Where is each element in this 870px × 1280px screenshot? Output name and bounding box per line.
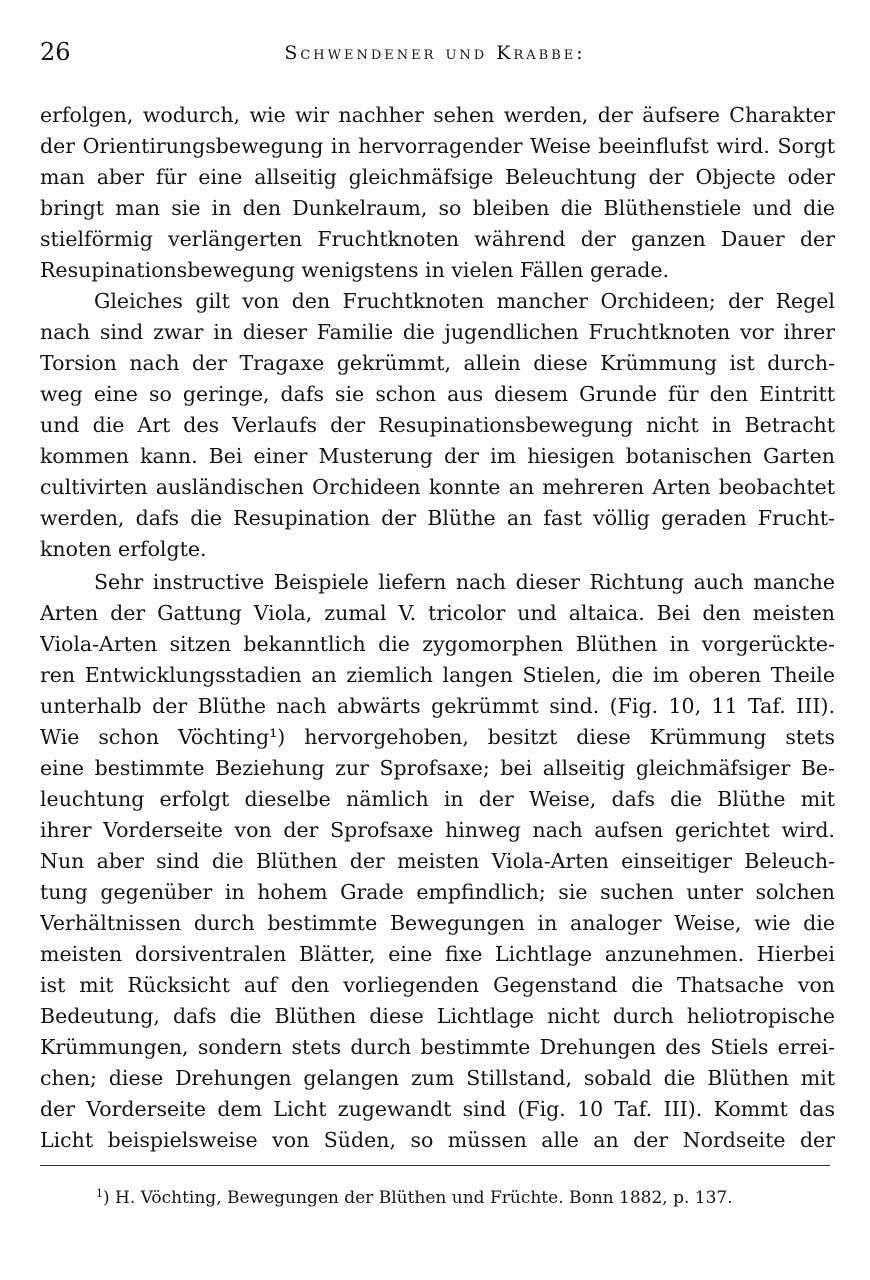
text-line: ist mit Rücksicht auf den vorliegenden Gegenstand die Thatsache von <box>40 973 835 997</box>
text-line: cultivirten ausländischen Orchideen konnte an mehreren Arten beobachtet <box>40 475 835 499</box>
footnote <box>96 1187 733 1208</box>
text-line: ren Entwicklungsstadien an ziemlich langen Stielen, die im oberen Theile <box>40 663 835 687</box>
text-line: ihrer Vorderseite von der Sprofsaxe hinweg nach aufsen gerichtet wird. <box>40 818 835 842</box>
text-line: Gleiches gilt von den Fruchtknoten mancher Orchideen; der Regel <box>94 289 835 313</box>
text-line: eine bestimmte Beziehung zur Sprofsaxe; bei allseitig gleichmäfsiger Be- <box>40 756 835 780</box>
text-line: erfolgen, wodurch, wie wir nachher sehen werden, der äufsere Charakter <box>40 103 835 127</box>
text-line: Viola-Arten sitzen bekanntlich die zygomorphen Blüthen in vorgerückte- <box>40 632 835 656</box>
text-line: Bedeutung, dafs die Blüthen diese Lichtlage nicht durch heliotropische <box>40 1004 835 1028</box>
text-line: Nun aber sind die Blüthen der meisten Viola-Arten einseitiger Beleuch- <box>40 849 835 873</box>
text-line: Krümmungen, sondern stets durch bestimmte Drehungen des Stiels errei- <box>40 1035 835 1059</box>
text-line: Verhältnissen durch bestimmte Bewegungen in analoger Weise, wie die <box>40 911 835 935</box>
text-line: werden, dafs die Resupination der Blüthe an fast völlig geraden Frucht- <box>40 506 835 530</box>
text-line: unterhalb der Blüthe nach abwärts gekrümmt sind. (Fig. 10, 11 Taf. III). <box>40 694 835 718</box>
text-line: Wie schon Vöchting¹) hervorgehoben, besitzt diese Krümmung stets <box>40 725 835 749</box>
text-line: der Orientirungsbewegung in hervorragender Weise beeinflufst wird. Sorgt <box>40 134 835 158</box>
footnote-text: ) H. Vöchting, Bewegungen der Blüthen und Früchte. Bonn 1882, p. 137. <box>103 1188 733 1208</box>
text-line: tung gegenüber in hohem Grade empfindlich; sie suchen unter solchen <box>40 880 835 904</box>
text-line: leuchtung erfolgt dieselbe nämlich in der Weise, dafs die Blüthe mit <box>40 787 835 811</box>
text-line: weg eine so geringe, dafs sie schon aus diesem Grunde für den Eintritt <box>40 382 835 406</box>
running-head: Schwendener und Krabbe: <box>284 42 586 64</box>
text-line: man aber für eine allseitig gleichmäfsige Beleuchtung der Objecte oder <box>40 165 835 189</box>
text-line: Arten der Gattung Viola, zumal V. tricolor und altaica. Bei den meisten <box>40 601 835 625</box>
text-line: der Vorderseite dem Licht zugewandt sind (Fig. 10 Taf. III). Kommt das <box>40 1097 835 1121</box>
text-line: knoten erfolgte. <box>40 537 207 561</box>
footnote-marker: 1 <box>96 1187 103 1200</box>
text-line: und die Art des Verlaufs der Resupinationsbewegung nicht in Betracht <box>40 413 835 437</box>
text-line: Resupinationsbewegung wenigstens in vielen Fällen gerade. <box>40 258 670 282</box>
text-line: kommen kann. Bei einer Musterung der im hiesigen botanischen Garten <box>40 444 835 468</box>
page-number: 26 <box>40 38 71 66</box>
text-line: stielförmig verlängerten Fruchtknoten während der ganzen Dauer der <box>40 227 835 251</box>
text-line: nach sind zwar in dieser Familie die jugendlichen Fruchtknoten vor ihrer <box>40 320 835 344</box>
text-line: chen; diese Drehungen gelangen zum Stillstand, sobald die Blüthen mit <box>40 1066 835 1090</box>
text-line: Sehr instructive Beispiele liefern nach dieser Richtung auch manche <box>94 570 835 594</box>
text-line: Torsion nach der Tragaxe gekrümmt, allein diese Krümmung ist durch- <box>40 351 835 375</box>
footnote-divider <box>40 1165 830 1166</box>
text-line: meisten dorsiventralen Blätter, eine fixe Lichtlage anzunehmen. Hierbei <box>40 942 835 966</box>
text-line: bringt man sie in den Dunkelraum, so bleiben die Blüthenstiele und die <box>40 196 835 220</box>
text-line: Licht beispielsweise von Süden, so müssen alle an der Nordseite der <box>40 1128 835 1152</box>
